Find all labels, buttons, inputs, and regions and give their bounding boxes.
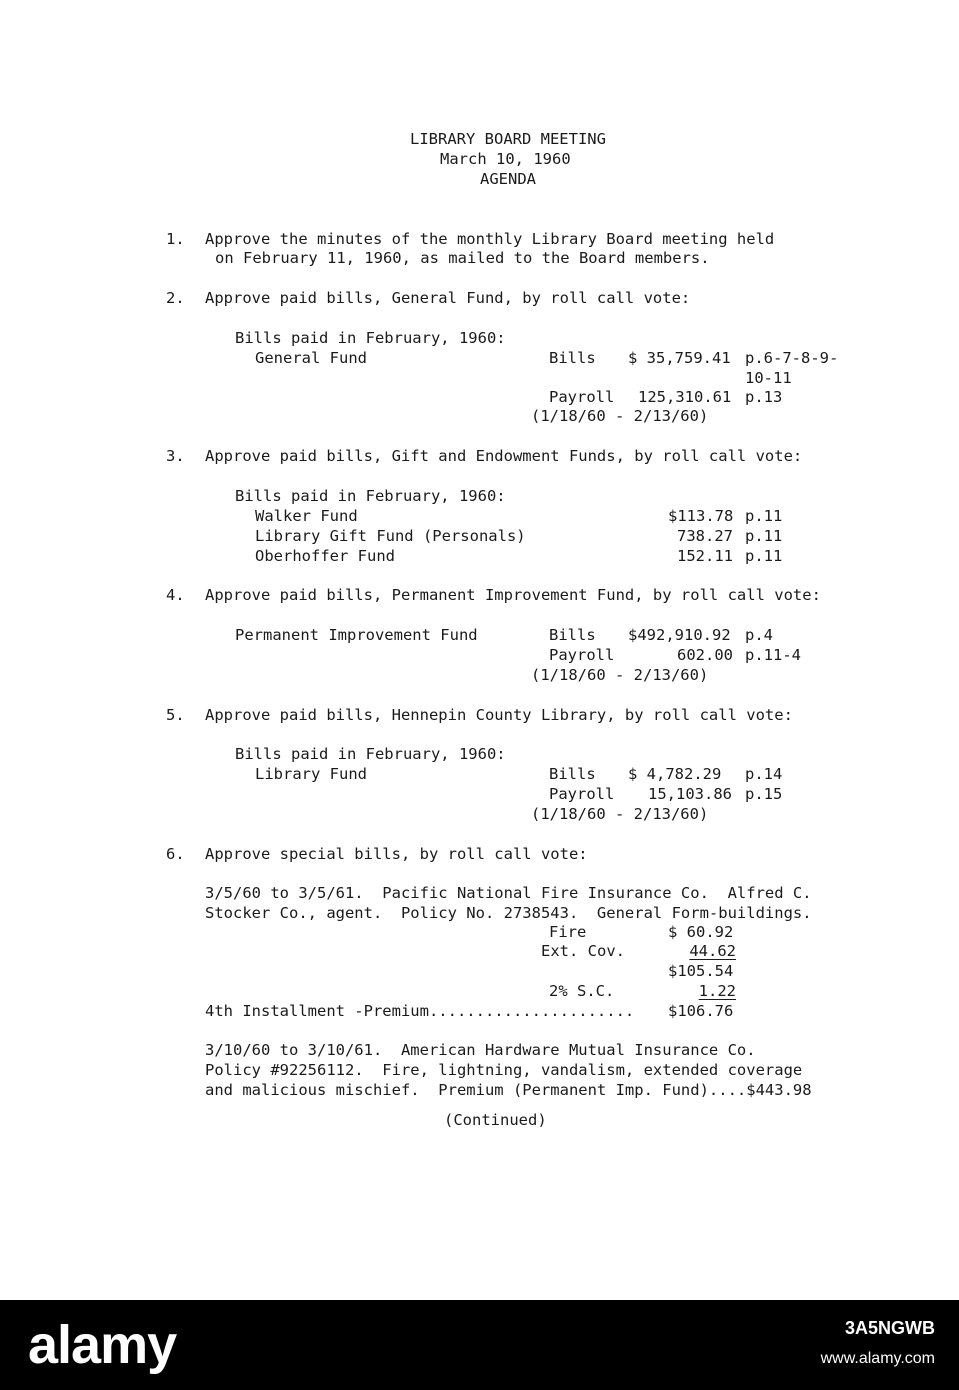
item-text: Approve paid bills, Hennepin County Library, by roll call vote: xyxy=(205,706,793,724)
payroll-label: Payroll xyxy=(549,388,615,406)
policy-text: and malicious mischief. Premium (Permanent Imp. Fund)....$443.98 xyxy=(205,1081,812,1099)
pay-period: (1/18/60 - 2/13/60) xyxy=(531,407,709,425)
bills-pages: p.4 xyxy=(745,626,773,644)
payroll-pages: p.13 xyxy=(745,388,783,406)
item-number: 5. xyxy=(166,706,185,724)
payroll-amount: 125,310.61 xyxy=(638,388,732,406)
bills-amount: $ 4,782.29 xyxy=(628,765,722,783)
meeting-date: March 10, 1960 xyxy=(440,150,571,168)
continued-note: (Continued) xyxy=(444,1111,547,1129)
bills-pages: p.6-7-8-9- xyxy=(745,349,839,367)
site-url: www.alamy.com xyxy=(820,1350,935,1367)
fund-amount: $113.78 xyxy=(668,507,734,525)
fund-amount: 152.11 xyxy=(677,547,733,565)
bills-label: Bills xyxy=(549,765,596,783)
ext-cov-amount: 44.62 xyxy=(689,942,736,960)
payroll-amount: 15,103.86 xyxy=(648,785,732,803)
policy-text: 3/5/60 to 3/5/61. Pacific National Fire Insurance Co. Alfred C. xyxy=(205,884,812,902)
image-code: 3A5NGWB xyxy=(844,1318,935,1338)
pay-period: (1/18/60 - 2/13/60) xyxy=(531,805,709,823)
bills-label: Bills xyxy=(549,349,596,367)
fund-name: Walker Fund xyxy=(255,507,358,525)
item-text: on February 11, 1960, as mailed to the Board members. xyxy=(215,249,710,267)
policy-text: Policy #92256112. Fire, lightning, vandalism, extended coverage xyxy=(205,1061,803,1079)
fund-amount: 738.27 xyxy=(677,527,733,545)
installment-amount: $106.76 xyxy=(668,1002,734,1020)
service-charge-label: 2% S.C. xyxy=(549,982,615,1000)
payroll-amount: 602.00 xyxy=(677,646,733,664)
pay-period: (1/18/60 - 2/13/60) xyxy=(531,666,709,684)
subtotal-amount: $105.54 xyxy=(668,962,734,980)
watermark-banner xyxy=(0,1300,959,1390)
item-text: Approve paid bills, Gift and Endowment Funds, by roll call vote: xyxy=(205,447,803,465)
ext-cov-label: Ext. Cov. xyxy=(541,942,625,960)
fund-name: Permanent Improvement Fund xyxy=(235,626,478,644)
policy-text: 3/10/60 to 3/10/61. American Hardware Mutual Insurance Co. xyxy=(205,1041,756,1059)
item-text: Approve the minutes of the monthly Library Board meeting held xyxy=(205,230,775,248)
item-text: Approve special bills, by roll call vote: xyxy=(205,845,588,863)
fund-name: General Fund xyxy=(255,349,367,367)
agenda-heading: AGENDA xyxy=(480,170,536,188)
fund-page: p.11 xyxy=(745,547,783,565)
fund-page: p.11 xyxy=(745,527,783,545)
bills-amount: $ 35,759.41 xyxy=(628,349,731,367)
item-number: 1. xyxy=(166,230,185,248)
item-number: 6. xyxy=(166,845,185,863)
fund-name: Library Gift Fund (Personals) xyxy=(255,527,526,545)
fire-label: Fire xyxy=(549,923,587,941)
payroll-pages: p.15 xyxy=(745,785,783,803)
fund-page: p.11 xyxy=(745,507,783,525)
item-number: 2. xyxy=(166,289,185,307)
item-text: Approve paid bills, General Fund, by roll call vote: xyxy=(205,289,691,307)
bills-pages-cont: 10-11 xyxy=(745,369,792,387)
installment-label: 4th Installment -Premium...................... xyxy=(205,1002,635,1020)
bills-label: Bills xyxy=(549,626,596,644)
document-title: LIBRARY BOARD MEETING xyxy=(410,130,606,148)
payroll-label: Payroll xyxy=(549,785,615,803)
item-text: Approve paid bills, Permanent Improvement Fund, by roll call vote: xyxy=(205,586,821,604)
payroll-pages: p.11-4 xyxy=(745,646,801,664)
item-number: 4. xyxy=(166,586,185,604)
fund-name: Library Fund xyxy=(255,765,367,783)
fire-amount: $ 60.92 xyxy=(668,923,734,941)
bills-heading: Bills paid in February, 1960: xyxy=(235,487,506,505)
alamy-logo: alamy xyxy=(28,1315,177,1375)
bills-heading: Bills paid in February, 1960: xyxy=(235,745,506,763)
bills-amount: $492,910.92 xyxy=(628,626,731,644)
policy-text: Stocker Co., agent. Policy No. 2738543. General Form-buildings. xyxy=(205,904,812,922)
bills-heading: Bills paid in February, 1960: xyxy=(235,329,506,347)
item-number: 3. xyxy=(166,447,185,465)
payroll-label: Payroll xyxy=(549,646,615,664)
fund-name: Oberhoffer Fund xyxy=(255,547,395,565)
service-charge-amount: 1.22 xyxy=(698,982,736,1000)
bills-pages: p.14 xyxy=(745,765,783,783)
